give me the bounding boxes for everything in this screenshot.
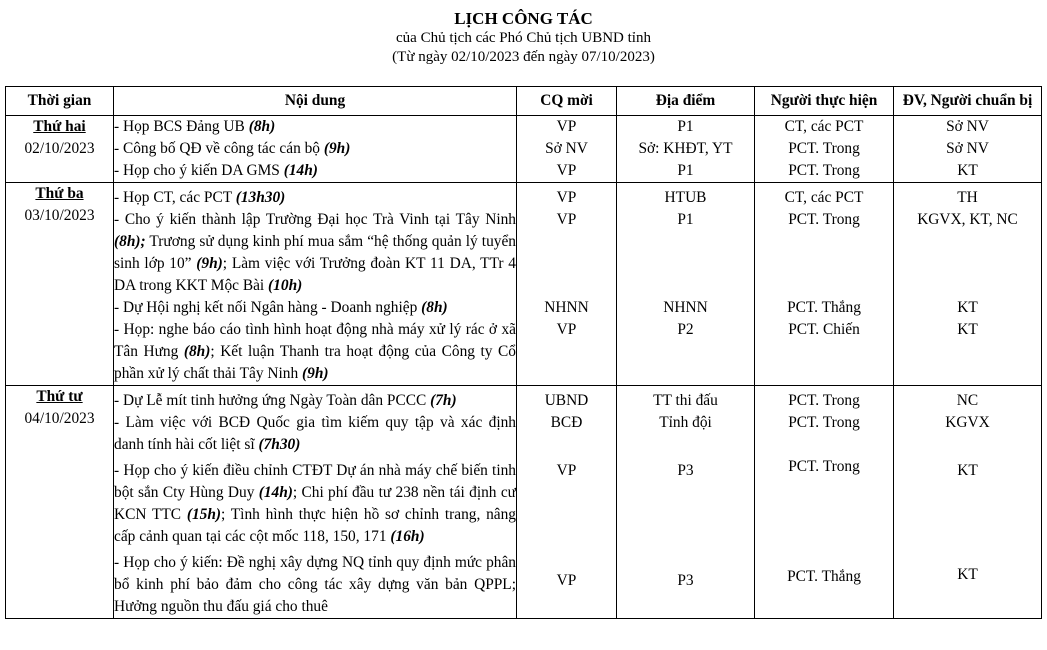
agenda-item: - Họp cho ý kiến điều chỉnh CTĐT Dự án nhà máy chế biến tinh bột sắn Cty Hùng Duy (14h); Chi phí đầu tư 238 nền tái định cư KCN TTC (15h); Tình hình thực hiện hồ sơ chỉnh trang, nâng cấp cảnh quan tại các cột mốc 118, 150, 171 (16h) — [114, 462, 516, 545]
day-cell — [6, 116, 114, 183]
day-name: Thứ hai — [33, 118, 86, 135]
day-date: 03/10/2023 — [24, 207, 95, 224]
preparer-cell: NC KGVX KT KT — [894, 386, 1042, 619]
agenda-item: - Họp BCS Đảng UB (8h) — [114, 118, 276, 135]
agenda-item: - Họp cho ý kiến DA GMS (14h) — [114, 162, 318, 179]
location-cell: TT thi đấu Tỉnh đội P3 P3 — [617, 386, 755, 619]
content-cell — [114, 386, 517, 619]
day-name: Thứ ba — [35, 185, 84, 202]
day-date: 02/10/2023 — [24, 140, 95, 157]
document-title: LỊCH CÔNG TÁC — [454, 9, 593, 28]
content-cell — [114, 183, 517, 386]
inviter-cell: UBND BCĐ VP VP — [517, 386, 617, 619]
location-cell: P1 Sở: KHĐT, YT P1 — [617, 116, 755, 183]
agenda-item: - Họp: nghe báo cáo tình hình hoạt động nhà máy xử lý rác ở xã Tân Hưng (8h); Kết luận Thanh tra hoạt động của Công ty Cổ phần xử lý chất thải Tây Ninh (9h) — [114, 321, 516, 382]
date-range: (Từ ngày 02/10/2023 đến ngày 07/10/2023) — [392, 49, 655, 65]
table-row — [6, 386, 1042, 619]
table-row — [6, 116, 1042, 183]
executor-cell: CT, các PCT PCT. Trong PCT. Trong — [755, 116, 894, 183]
content-cell — [114, 116, 517, 183]
executor-cell: CT, các PCT PCT. Trong PCT. Thắng PCT. Chiến — [755, 183, 894, 386]
location-cell: HTUB P1 NHNN P2 — [617, 183, 755, 386]
agenda-item: - Họp CT, các PCT (13h30) — [114, 189, 286, 206]
preparer-cell: TH KGVX, KT, NC KT KT — [894, 183, 1042, 386]
inviter-cell: VP VP NHNN VP — [517, 183, 617, 386]
day-cell — [6, 386, 114, 619]
header-row — [6, 87, 1042, 116]
schedule-table — [5, 86, 1042, 619]
column-header-location: Địa điểm — [617, 87, 755, 116]
agenda-item: - Họp cho ý kiến: Đề nghị xây dựng NQ tỉnh quy định mức phân bổ kinh phí bảo đảm cho công tác xây dựng văn bản QPPL; Hưởng nguồn thu đấu giá cho thuê — [114, 554, 516, 615]
executor-cell: PCT. Trong PCT. Trong PCT. Trong PCT. Thắng — [755, 386, 894, 619]
day-date: 04/10/2023 — [24, 410, 95, 427]
agenda-item: - Cho ý kiến thành lập Trường Đại học Trà Vinh tại Tây Ninh (8h); Trương sử dụng kinh phí mua sắm “hệ thống quản lý tuyển sinh lớp 10” (9h); Làm việc với Trưởng đoàn KT 11 DA, TTr 4 DA trong KKT Mộc Bài (10h) — [114, 211, 516, 294]
column-header-content: Nội dung — [114, 87, 517, 116]
table-row — [6, 183, 1042, 386]
day-cell — [6, 183, 114, 386]
inviter-cell: VP Sở NV VP — [517, 116, 617, 183]
agenda-item: - Công bố QĐ về công tác cán bộ (9h) — [114, 140, 351, 157]
column-header-inviter: CQ mời — [517, 87, 617, 116]
column-header-executor: Người thực hiện — [755, 87, 894, 116]
column-header-preparer: ĐV, Người chuẩn bị — [894, 87, 1042, 116]
column-header-time: Thời gian — [6, 87, 114, 116]
agenda-item: - Dự Hội nghị kết nối Ngân hàng - Doanh nghiệp (8h) — [114, 299, 448, 316]
document-subtitle: của Chủ tịch các Phó Chủ tịch UBND tỉnh — [396, 30, 651, 46]
agenda-item: - Làm việc với BCĐ Quốc gia tìm kiếm quy tập và xác định danh tính hài cốt liệt sĩ (7h30) — [114, 414, 516, 453]
preparer-cell: Sở NV Sở NV KT — [894, 116, 1042, 183]
agenda-item: - Dự Lễ mít tinh hưởng ứng Ngày Toàn dân PCCC (7h) — [114, 392, 457, 409]
day-name: Thứ tư — [36, 388, 83, 405]
